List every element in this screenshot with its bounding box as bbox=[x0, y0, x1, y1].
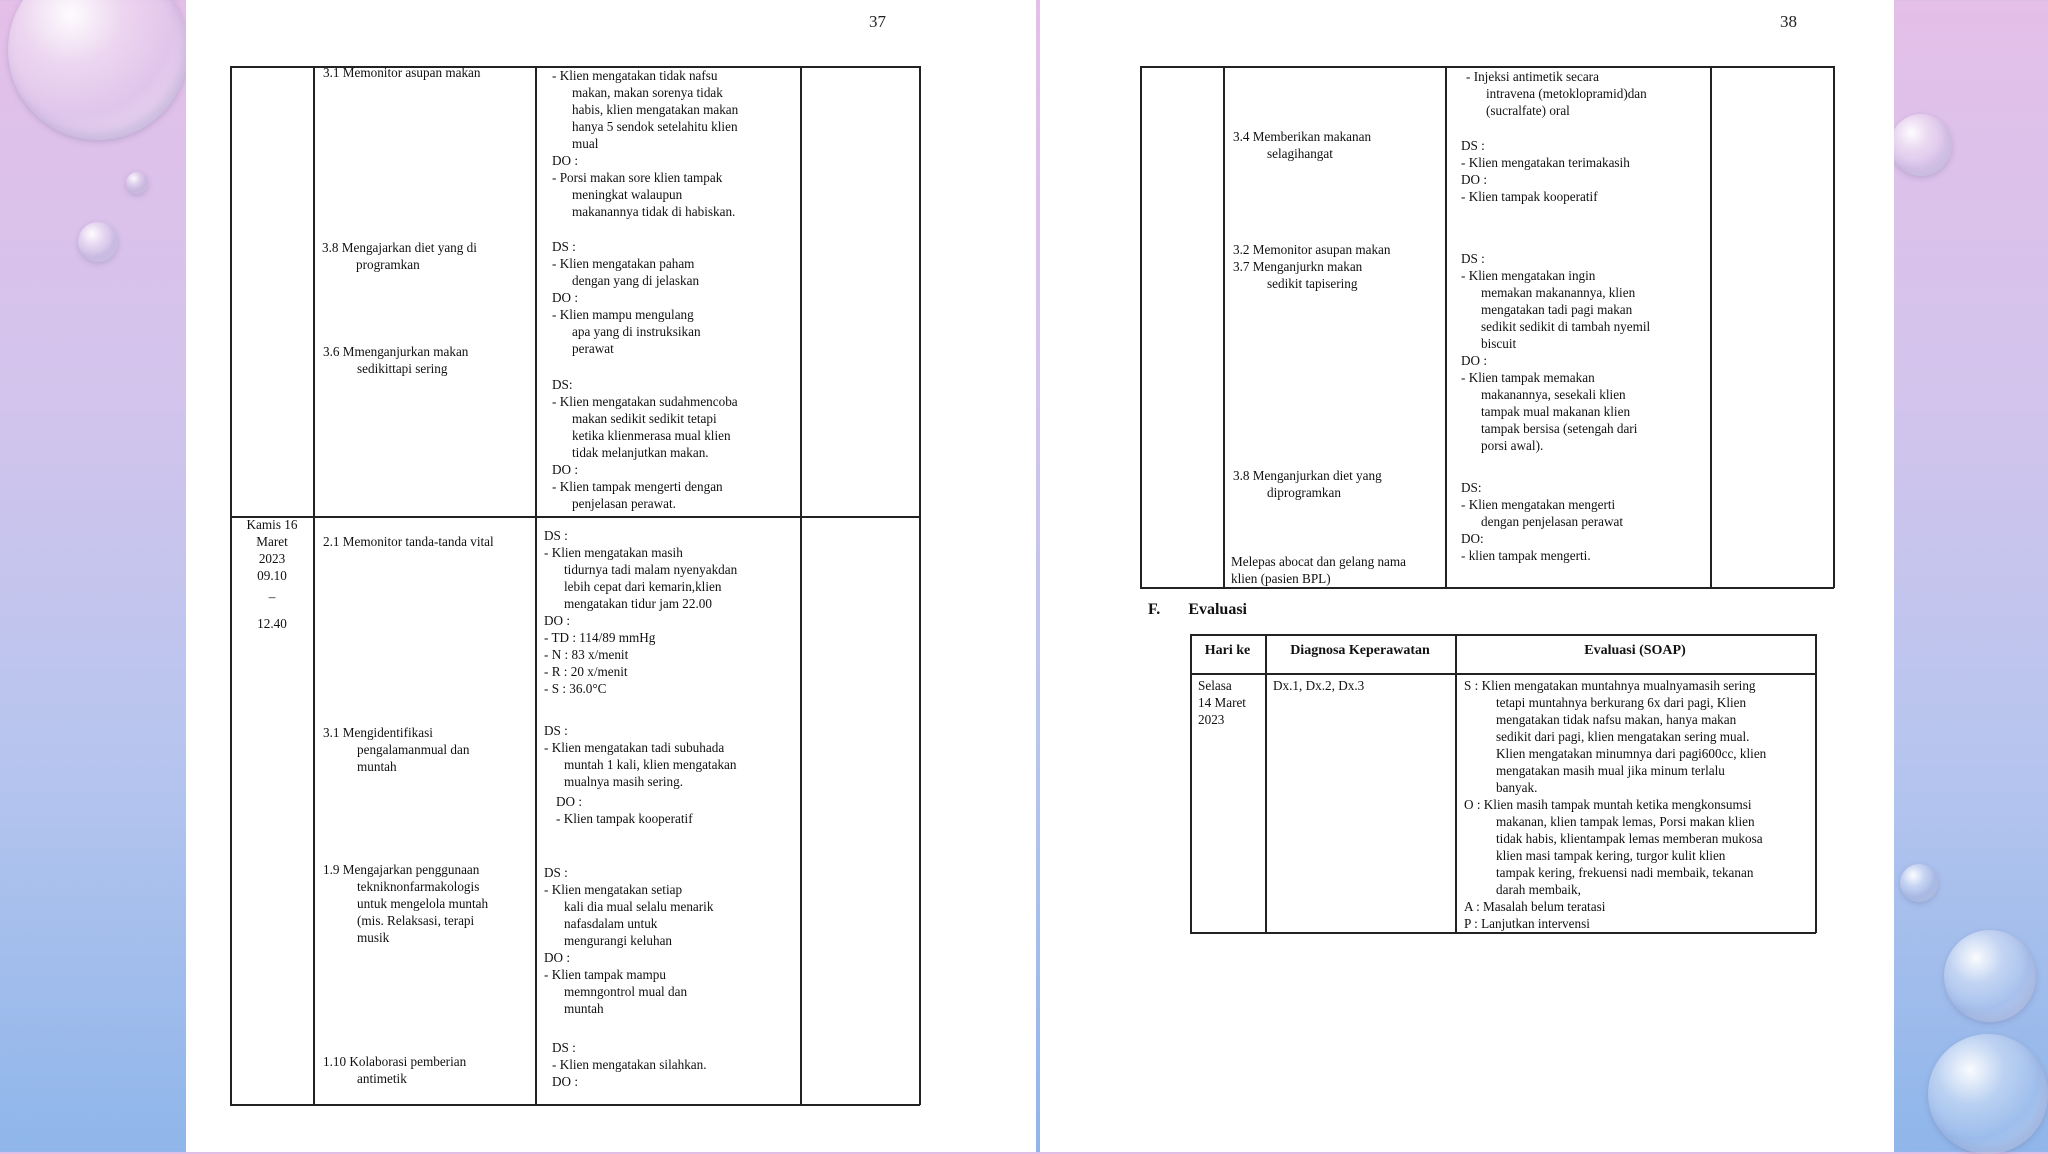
page-number: 38 bbox=[1780, 12, 1797, 31]
evaluation-text: DS: - Klien mengatakan mengerti dengan penjelasan perawat DO: - klien tampak mengerti. bbox=[1461, 480, 1624, 563]
table-header: Diagnosa Keperawatan bbox=[1290, 643, 1430, 658]
section-heading: F. Evaluasi bbox=[1148, 601, 1247, 618]
intervention-text: 1.9 Mengajarkan penggunaan tekniknonfarmakologis untuk mengelola muntah (mis. Relaksasi, terapi musik bbox=[323, 862, 489, 945]
evaluation-text: DO : - Klien tampak kooperatif bbox=[556, 794, 693, 826]
evaluation-text: DS : - Klien mengatakan setiap kali dia mual selalu menarik nafasdalam untuk mengurangi keluhan DO : - Klien tampak mampu memngontrol mual dan muntah bbox=[544, 865, 714, 1016]
intervention-text: 3.8 Menganjurkan diet yang diprogramkan bbox=[1233, 468, 1382, 500]
water-drop-decoration bbox=[78, 222, 118, 262]
evaluation-text: DS : - Klien mengatakan paham dengan yang di jelaskan DO : - Klien mampu mengulang apa yang di instruksikan perawat bbox=[552, 239, 701, 356]
evaluation-text: DS : - Klien mengatakan tadi subuhada muntah 1 kali, klien mengatakan mualnya masih sering. bbox=[544, 723, 737, 789]
evaluation-text: DS: - Klien mengatakan sudahmencoba makan sedikit sedikit tetapi ketika klienmerasa mual klien tidak melanjutkan makan. DO : - Klien tampak mengerti dengan penjelasan perawat. bbox=[552, 377, 738, 511]
water-drop-decoration bbox=[1928, 1034, 2048, 1154]
water-drop-decoration bbox=[126, 172, 148, 194]
intervention-text: 1.10 Kolaborasi pemberian antimetik bbox=[323, 1054, 467, 1086]
evaluation-text: DS : - Klien mengatakan terimakasih DO : - Klien tampak kooperatif bbox=[1461, 138, 1630, 204]
evaluation-text: DS : - Klien mengatakan silahkan. DO : bbox=[552, 1040, 707, 1089]
intervention-text: Melepas abocat dan gelang nama klien (pasien BPL) bbox=[1231, 554, 1407, 586]
soap-text: S : Klien mengatakan muntahnya mualnyamasih sering tetapi muntahnya berkurang 6x dari pagi, Klien mengatakan tidak nafsu makan, hanya makan sedikit dari pagi, klien mengatakan sering mual. Klien mengatakan minumnya dari pagi600cc, klien mengatakan masih mual jika minum terlalu banyak. O : Klien masih tampak muntah ketika mengkonsumsi makanan, klien tampak lemas, Porsi makan klien tidak habis, klientampak lemas memberan mukosa klien masi tampak kering, turgor kulit klien tampak kering, frekuensi nadi membaik, tekanan darah membaik, A : Masalah belum teratasi P : Lanjutkan intervensi bbox=[1464, 678, 1767, 931]
document-page-38 bbox=[1040, 0, 1894, 1152]
evaluation-text: - Injeksi antimetik secara intravena (metoklopramid)dan (sucralfate) oral bbox=[1466, 69, 1647, 118]
page-number: 37 bbox=[869, 12, 886, 31]
intervention-text: 3.1 Mengidentifikasi pengalamanmual dan muntah bbox=[323, 725, 470, 774]
evaluation-text: DS : - Klien mengatakan masih tidurnya tadi malam nyenyakdan lebih cepat dari kemarin,klien mengatakan tidur jam 22.00 DO : - TD : 114/89 mmHg - N : 83 x/menit - R : 20 x/menit - S : 36.0°C bbox=[544, 528, 738, 696]
evaluation-text: DS : - Klien mengatakan ingin memakan makanannya, klien mengatakan tadi pagi makan sedikit sedikit di tambah nyemil biscuit DO : - Klien tampak memakan makanannya, sesekali klien tampak mual makanan klien tampak bersisa (setengah dari porsi awal). bbox=[1461, 251, 1651, 453]
document-page-37 bbox=[186, 0, 1036, 1152]
table-header: Hari ke bbox=[1204, 643, 1251, 658]
intervention-text: 3.1 Memonitor asupan makan bbox=[323, 65, 481, 80]
water-drop-decoration bbox=[8, 0, 188, 140]
water-drop-decoration bbox=[1900, 864, 1938, 902]
day-time-cell: Kamis 16 Maret 2023 09.10 – 12.40 bbox=[246, 517, 298, 631]
intervention-text: 3.2 Memonitor asupan makan 3.7 Menganjurkn makan sedikit tapisering bbox=[1233, 242, 1391, 291]
intervention-text: 3.6 Mmenganjurkan makan sedikittapi sering bbox=[323, 344, 469, 376]
intervention-text: 3.8 Mengajarkan diet yang di programkan bbox=[322, 240, 477, 272]
evaluation-text: - Klien mengatakan tidak nafsu makan, makan sorenya tidak habis, klien mengatakan makan hanya 5 sendok setelahitu klien mual DO : - Porsi makan sore klien tampak meningkat walaupun makanannya tidak di habiskan. bbox=[552, 68, 739, 219]
intervention-text: 2.1 Memonitor tanda-tanda vital bbox=[323, 534, 494, 549]
table-header: Evaluasi (SOAP) bbox=[1584, 643, 1686, 658]
eval-diagnosis-cell: Dx.1, Dx.2, Dx.3 bbox=[1273, 678, 1365, 693]
water-drop-decoration bbox=[1944, 930, 2036, 1022]
eval-day-cell: Selasa 14 Maret 2023 bbox=[1198, 678, 1246, 727]
intervention-text: 3.4 Memberikan makanan selagihangat bbox=[1233, 129, 1372, 161]
water-drop-decoration bbox=[1890, 114, 1952, 176]
